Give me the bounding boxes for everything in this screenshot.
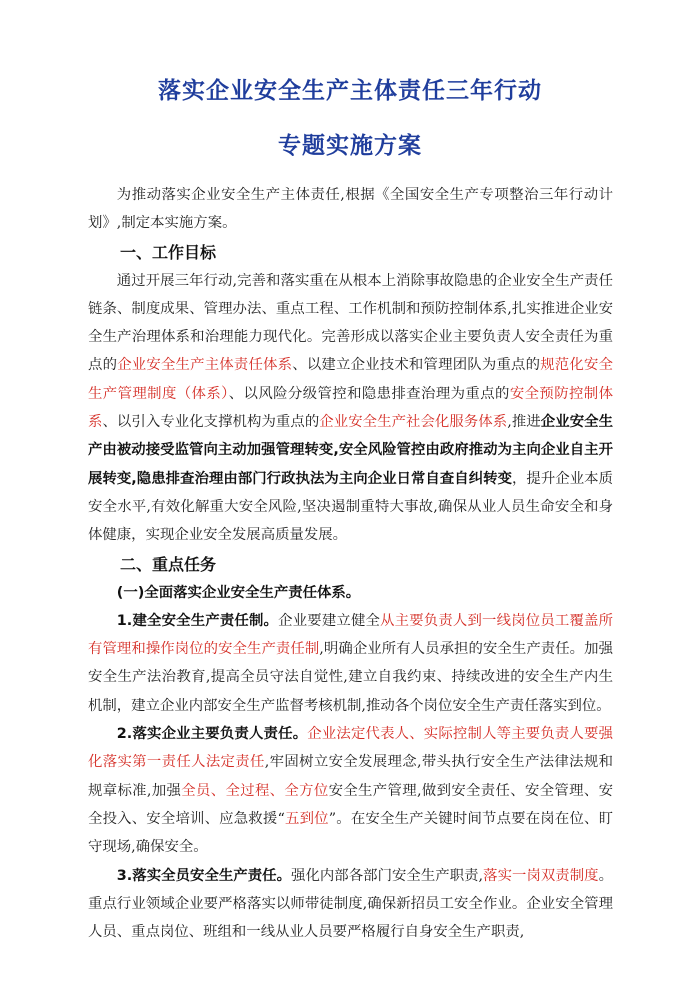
highlight-text: 从主要负责人到一线岗位员工覆盖所有管理和操作岗位的安全生产责任制 — [88, 612, 613, 658]
task-item-2 — [88, 720, 613, 861]
highlight-text: 规范化安全生产管理制度（体系） — [88, 357, 613, 402]
task-lead: 1.建全安全生产责任制。 — [116, 612, 279, 629]
goals-text: ,推进 — [507, 414, 541, 431]
task-item-1 — [88, 607, 613, 720]
highlight-text: 企业安全生产主体责任体系 — [117, 357, 293, 374]
document-subtitle: 专题实施方案 — [278, 133, 422, 159]
task-text: ”。在安全生产关键时间节点要在岗在位、盯守现场,确保安全。 — [88, 810, 613, 856]
goals-text: 、以风险分级管控和隐患排查治理为重点的 — [228, 385, 510, 402]
goals-text: ，提升企业本质安全水平,有效化解重大安全风险,坚决遏制重特大事故,确保从业人员生命安全和身体健康，实现企业安全发展高质量发展。 — [88, 470, 613, 544]
task-item-3 — [88, 862, 613, 947]
highlight-text: 五到位 — [284, 810, 329, 827]
document-title: 落实企业安全生产主体责任三年行动 — [158, 78, 542, 104]
task-text: ,牢固树立安全发展理念,带头执行安全生产法律法规和规章标准,加强 — [88, 754, 613, 799]
highlight-text: 企业法定代表人、实际控制人等主要负责人要强化落实第一责任人法定责任 — [88, 726, 613, 771]
section-heading-tasks: 二、重点任务 — [120, 554, 217, 574]
highlight-text: 落实一岗双责制度 — [483, 867, 599, 884]
subsection-heading: (一)全面落实企业安全生产责任体系。 — [116, 584, 361, 601]
goals-text: 、以建立企业技术和管理团队为重点的 — [292, 357, 541, 374]
goals-text: 、以引入专业化支撑机构为重点的 — [102, 414, 320, 431]
task-text: 安全生产管理,做到安全责任、安全管理、安全投入、安全培训、应急救援“ — [88, 782, 614, 827]
highlight-text: 企业安全生产社会化服务体系 — [319, 414, 508, 431]
task-lead: 2.落实企业主要负责人责任。 — [116, 726, 308, 743]
intro-paragraph: 为推动落实企业安全生产主体责任,根据《全国安全生产专项整治三年行动计划》,制定本实施方案。 — [88, 187, 613, 232]
goals-text: 通过开展三年行动,完善和落实重在从根本上消除事故隐患的企业安全生产责任链条、制度成果、管理办法、重点工程、工作机制和预防控制体系,扎实推进企业安全生产治理体系和治理能力现代化。完善形成以落实企业主要负责人安全责任为重点的 — [88, 272, 613, 374]
goals-paragraph — [88, 267, 613, 550]
task-lead: 3.落实全员安全生产责任。 — [116, 867, 292, 884]
highlight-text: 安全预防控制体系 — [88, 385, 613, 431]
task-text: 。重点行业领域企业要严格落实以师带徒制度,确保新招员工安全作业。企业安全管理人员、重点岗位、班组和一线从业人员要严格履行自身安全生产职责, — [88, 867, 613, 941]
task-text: 强化内部各部门安全生产职责, — [291, 867, 484, 884]
document-body — [88, 181, 613, 946]
task-text: ,明确企业所有人员承担的安全生产责任。加强安全生产法治教育,提高全员守法自觉性,建立自我约束、持续改进的安全生产内生机制，建立企业内部安全生产监督考核机制,推动各个岗位安全生产责任落实到位。 — [88, 641, 613, 714]
task-text: 企业要建立健全 — [278, 612, 381, 629]
section-heading-goals: 一、工作目标 — [120, 242, 217, 262]
bold-text: 企业安全生产由被动接受监管向主动加强管理转变,安全风险管控由政府推动为主向企业自主开展转变,隐患排查治理由部门行政执法为主向企业日常自查自纠转变 — [88, 414, 613, 487]
highlight-text: 全员、全过程、全方位 — [181, 782, 329, 799]
